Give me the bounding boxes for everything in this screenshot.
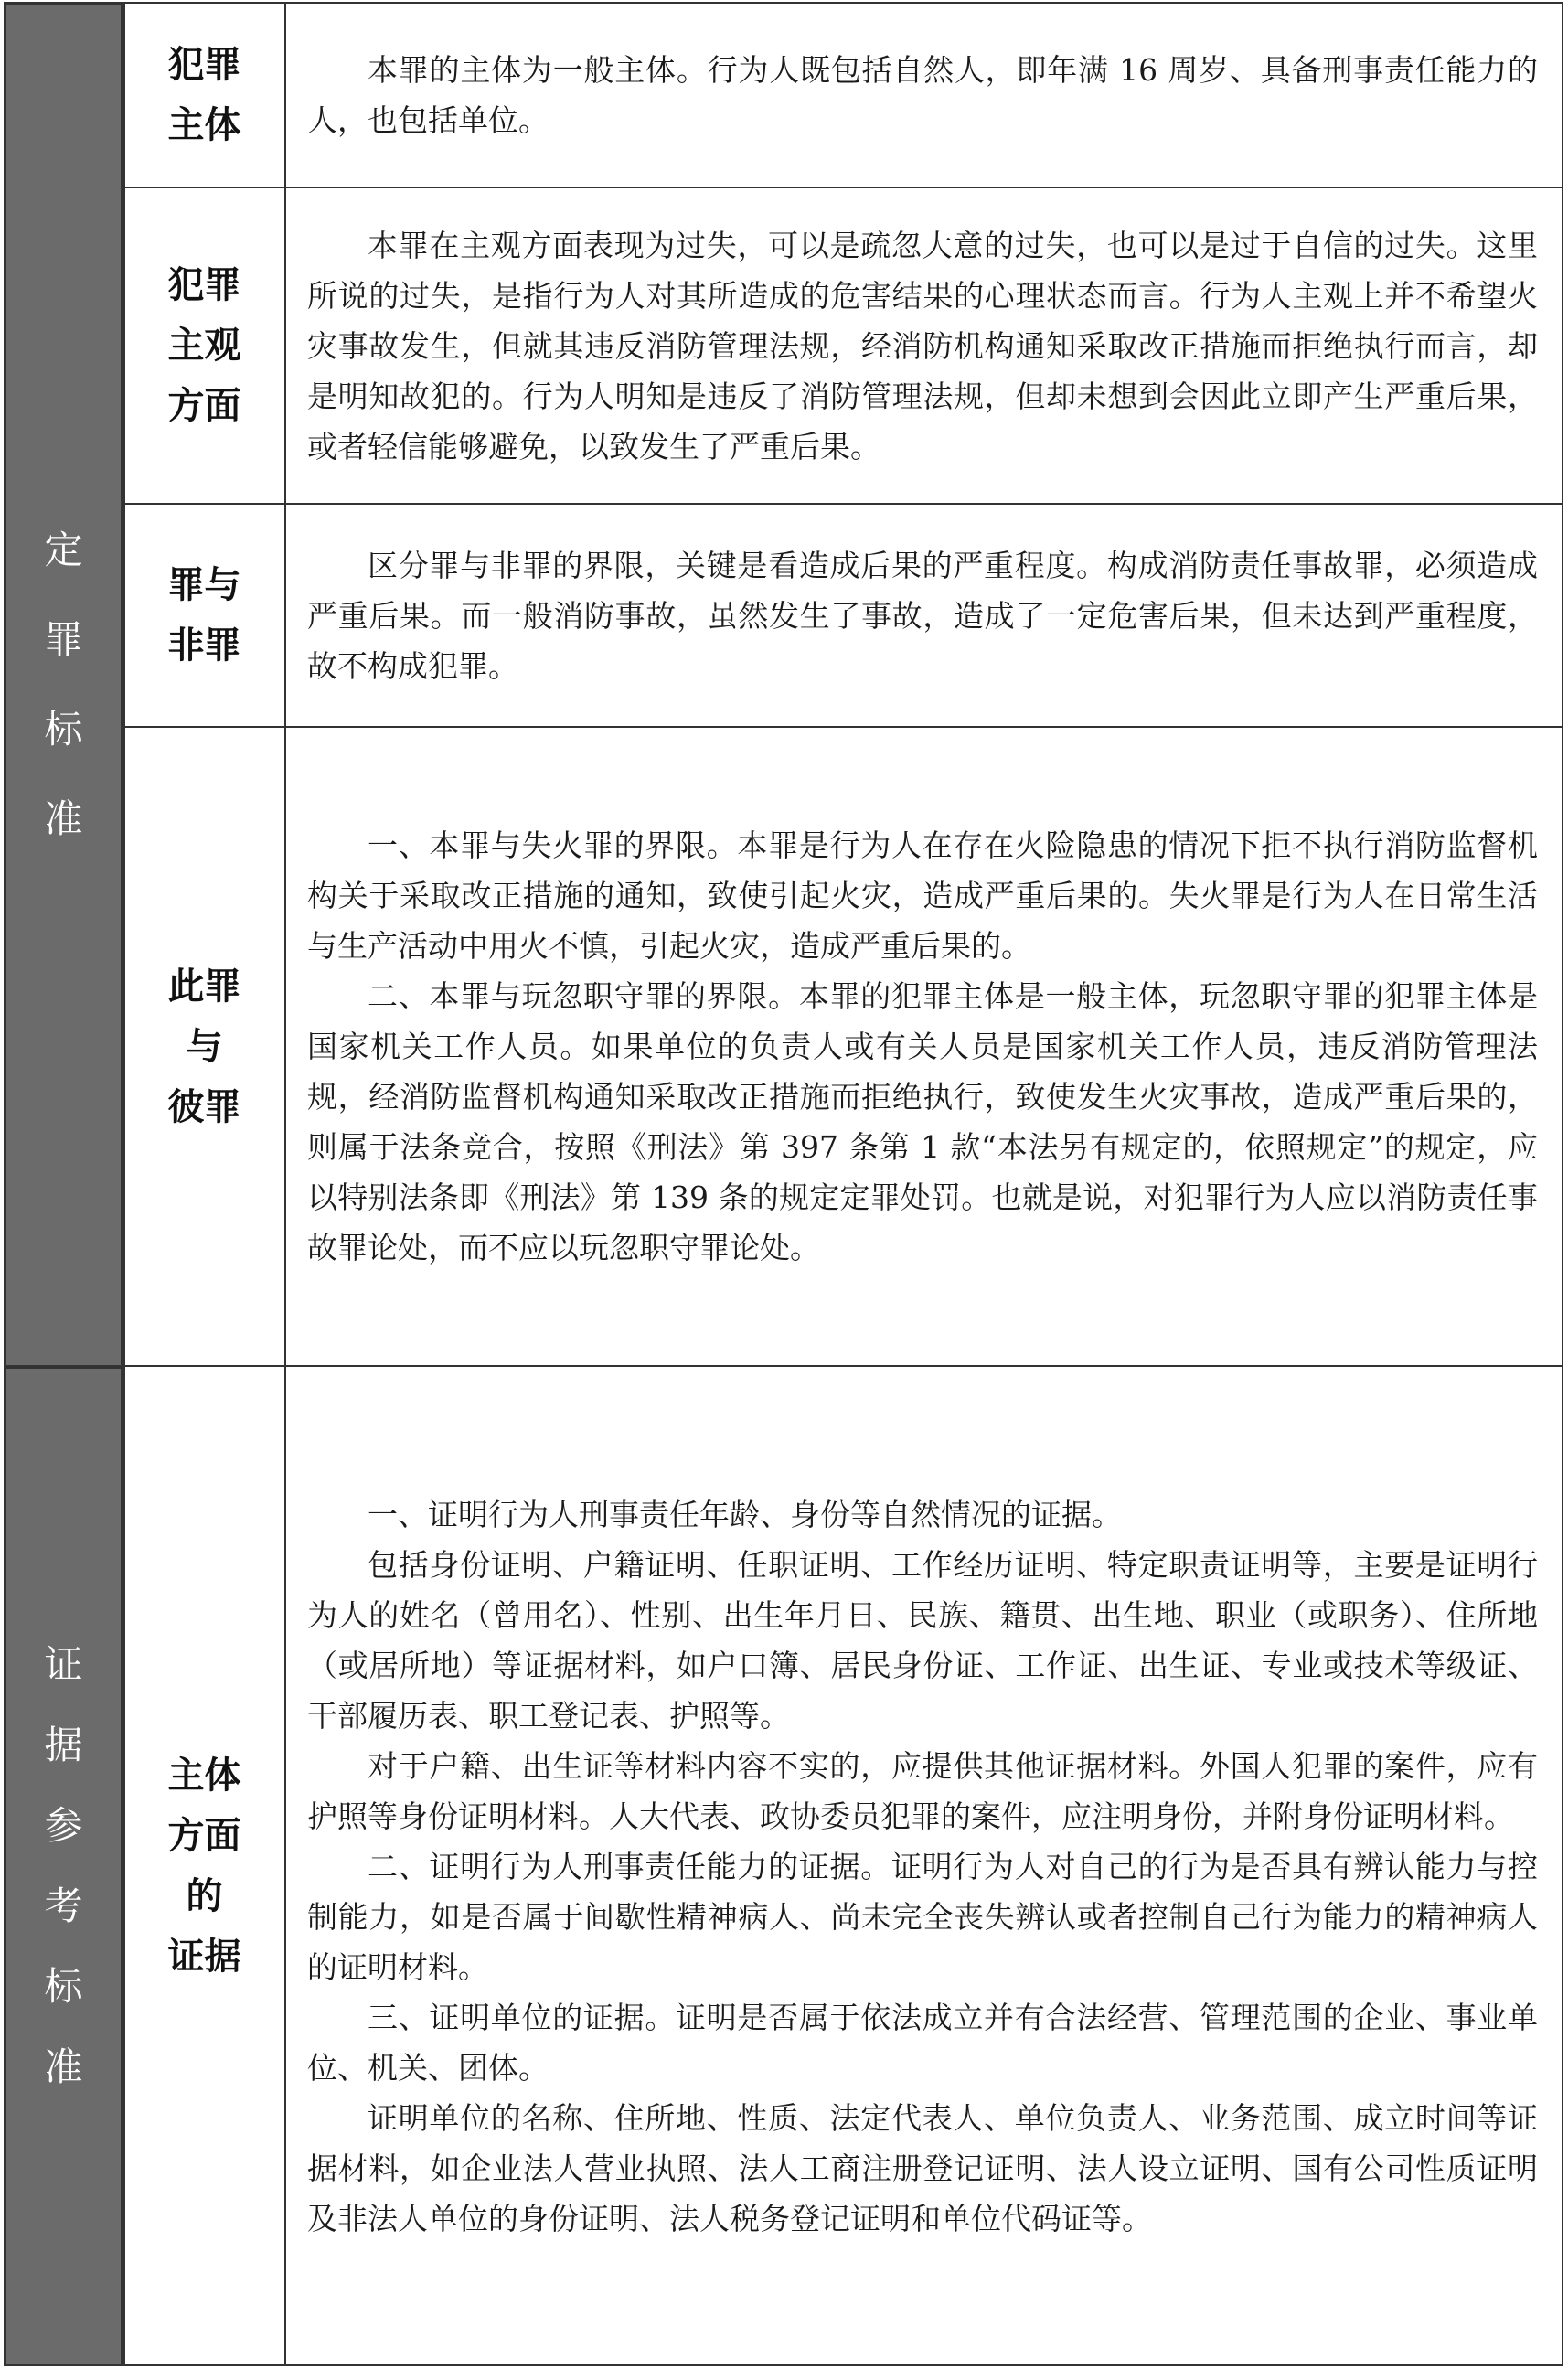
row-label-text xyxy=(168,255,241,436)
section-band-title xyxy=(44,1625,82,2108)
label-line: 方面 xyxy=(167,385,241,427)
band-char: 定 xyxy=(44,528,83,572)
label-line: 的 xyxy=(186,1875,223,1917)
section-band-conviction-standard xyxy=(4,2,123,1368)
paragraph: 包括身份证明、户籍证明、任职证明、工作经历证明、特定职责证明等，主要是证明行为人的姓名（曾用名）、性别、出生年月日、民族、籍贯、出生地、职业（或职务）、住所地（或居所地）等证据材料，如户口簿、居民身份证、工作证、出生证、专业或技术等级证、干部履历表、职工登记表、护照等。 xyxy=(307,1546,1538,1734)
paragraph: 二、本罪与玩忽职守罪的界限。本罪的犯罪主体是一般主体，玩忽职守罪的犯罪主体是国家机关工作人员。如果单位的负责人或有关人员是国家机关工作人员，违反消防管理法规，经消防监督机构通知采取改正措施而拒绝执行，致使发生火灾事故，造成严重后果的，则属于法条竞合，按照《刑法》第 397 条第 1 款“本法另有规定的，依照规定”的规定，应以特别法条即《刑法》第 139 条的规定定罪处罚。也就是说，对犯罪行为人应以消防责任事故罪论处，而不应以玩忽职守罪论处。 xyxy=(307,978,1538,1265)
row-content-mental-element xyxy=(285,187,1563,504)
label-line: 主观 xyxy=(167,325,241,367)
section-band-evidence-standard xyxy=(4,1366,123,2366)
label-line: 证据 xyxy=(167,1936,241,1978)
row-label-text xyxy=(168,956,241,1137)
row-label-subject xyxy=(123,2,285,187)
label-line: 方面 xyxy=(167,1815,241,1857)
row-label-this-vs-that-crime xyxy=(123,727,285,1366)
label-line: 此罪 xyxy=(167,965,241,1008)
paragraph: 一、证明行为人刑事责任年龄、身份等自然情况的证据。 xyxy=(368,1496,1122,1532)
row-label-text xyxy=(168,1745,241,1987)
row-content-crime-vs-noncrime xyxy=(285,504,1563,727)
row-label-text xyxy=(168,35,241,155)
paragraph: 本罪在主观方面表现为过失，可以是疏忽大意的过失，也可以是过于自信的过失。这里所说的过失，是指行为人对其所造成的危害结果的心理状态而言。行为人主观上并不希望火灾事故发生，但就其违反消防管理法规，经消防机构通知采取改正措施而拒绝执行而言，却是明知故犯的。行为人明知是违反了消防管理法规，但却未想到会因此立即产生严重后果，或者轻信能够避免，以致发生了严重后果。 xyxy=(307,227,1538,464)
band-char: 罪 xyxy=(44,617,83,662)
row-label-text xyxy=(168,555,241,676)
paragraph: 区分罪与非罪的界限，关键是看造成后果的严重程度。构成消防责任事故罪，必须造成严重后果。而一般消防事故，虽然发生了事故，造成了一定危害后果，但未达到严重程度，故不构成犯罪。 xyxy=(307,547,1538,684)
section-band-title xyxy=(44,506,82,864)
table-border xyxy=(284,2,286,2366)
row-content-this-vs-that-crime xyxy=(285,727,1563,1366)
table-border xyxy=(4,2,1563,4)
label-line: 彼罪 xyxy=(167,1085,241,1128)
band-char: 标 xyxy=(44,1964,83,2009)
paragraph: 本罪的主体为一般主体。行为人既包括自然人，即年满 16 周岁、具备刑事责任能力的人，也包括单位。 xyxy=(307,51,1538,138)
paragraph: 一、本罪与失火罪的界限。本罪是行为人在存在火险隐患的情况下拒不执行消防监督机构关于采取改正措施的通知，致使引起火灾，造成严重后果的。失火罪是行为人在日常生活与生产活动中用火不慎，引起火灾，造成严重后果的。 xyxy=(307,827,1538,964)
band-char: 考 xyxy=(44,1883,83,1928)
label-line: 犯罪 xyxy=(167,264,241,306)
table-border xyxy=(4,1365,1563,1367)
row-label-subject-evidence xyxy=(123,1366,285,2366)
table-border xyxy=(123,503,1563,505)
label-line: 罪与 xyxy=(167,564,241,606)
row-content-subject xyxy=(285,2,1563,187)
label-line: 主体 xyxy=(167,1755,241,1797)
row-label-mental-element xyxy=(123,187,285,504)
band-char: 准 xyxy=(44,796,83,841)
table-border xyxy=(123,2,125,2366)
paragraph: 证明单位的名称、住所地、性质、法定代表人、单位负责人、业务范围、成立时间等证据材料，如企业法人营业执照、法人工商注册登记证明、法人设立证明、国有公司性质证明及非法人单位的身份证明、法人税务登记证明和单位代码证等。 xyxy=(307,2099,1538,2236)
label-line: 非罪 xyxy=(167,624,241,667)
band-char: 证 xyxy=(44,1642,83,1687)
paragraph: 对于户籍、出生证等材料内容不实的，应提供其他证据材料。外国人犯罪的案件，应有护照等身份证明材料。人大代表、政协委员犯罪的案件，应注明身份，并附身份证明材料。 xyxy=(307,1747,1538,1834)
label-line: 与 xyxy=(186,1025,223,1068)
table-border xyxy=(123,187,1563,188)
table-border xyxy=(123,726,1563,728)
table-border xyxy=(1562,2,1563,2366)
band-char: 准 xyxy=(44,2044,83,2089)
paragraph: 二、证明行为人刑事责任能力的证据。证明行为人对自己的行为是否具有辨认能力与控制能力，如是否属于间歇性精神病人、尚未完全丧失辨认或者控制自己行为能力的精神病人的证明材料。 xyxy=(307,1848,1538,1985)
label-line: 主体 xyxy=(167,103,241,146)
label-line: 犯罪 xyxy=(167,43,241,86)
band-char: 据 xyxy=(44,1723,83,1767)
band-char: 参 xyxy=(44,1803,83,1848)
paragraph: 三、证明单位的证据。证明是否属于依法成立并有合法经营、管理范围的企业、事业单位、机关、团体。 xyxy=(307,1999,1538,2086)
table-border xyxy=(4,2364,1563,2366)
row-content-subject-evidence xyxy=(285,1366,1563,2366)
band-char: 标 xyxy=(44,707,83,752)
row-label-crime-vs-noncrime xyxy=(123,504,285,727)
